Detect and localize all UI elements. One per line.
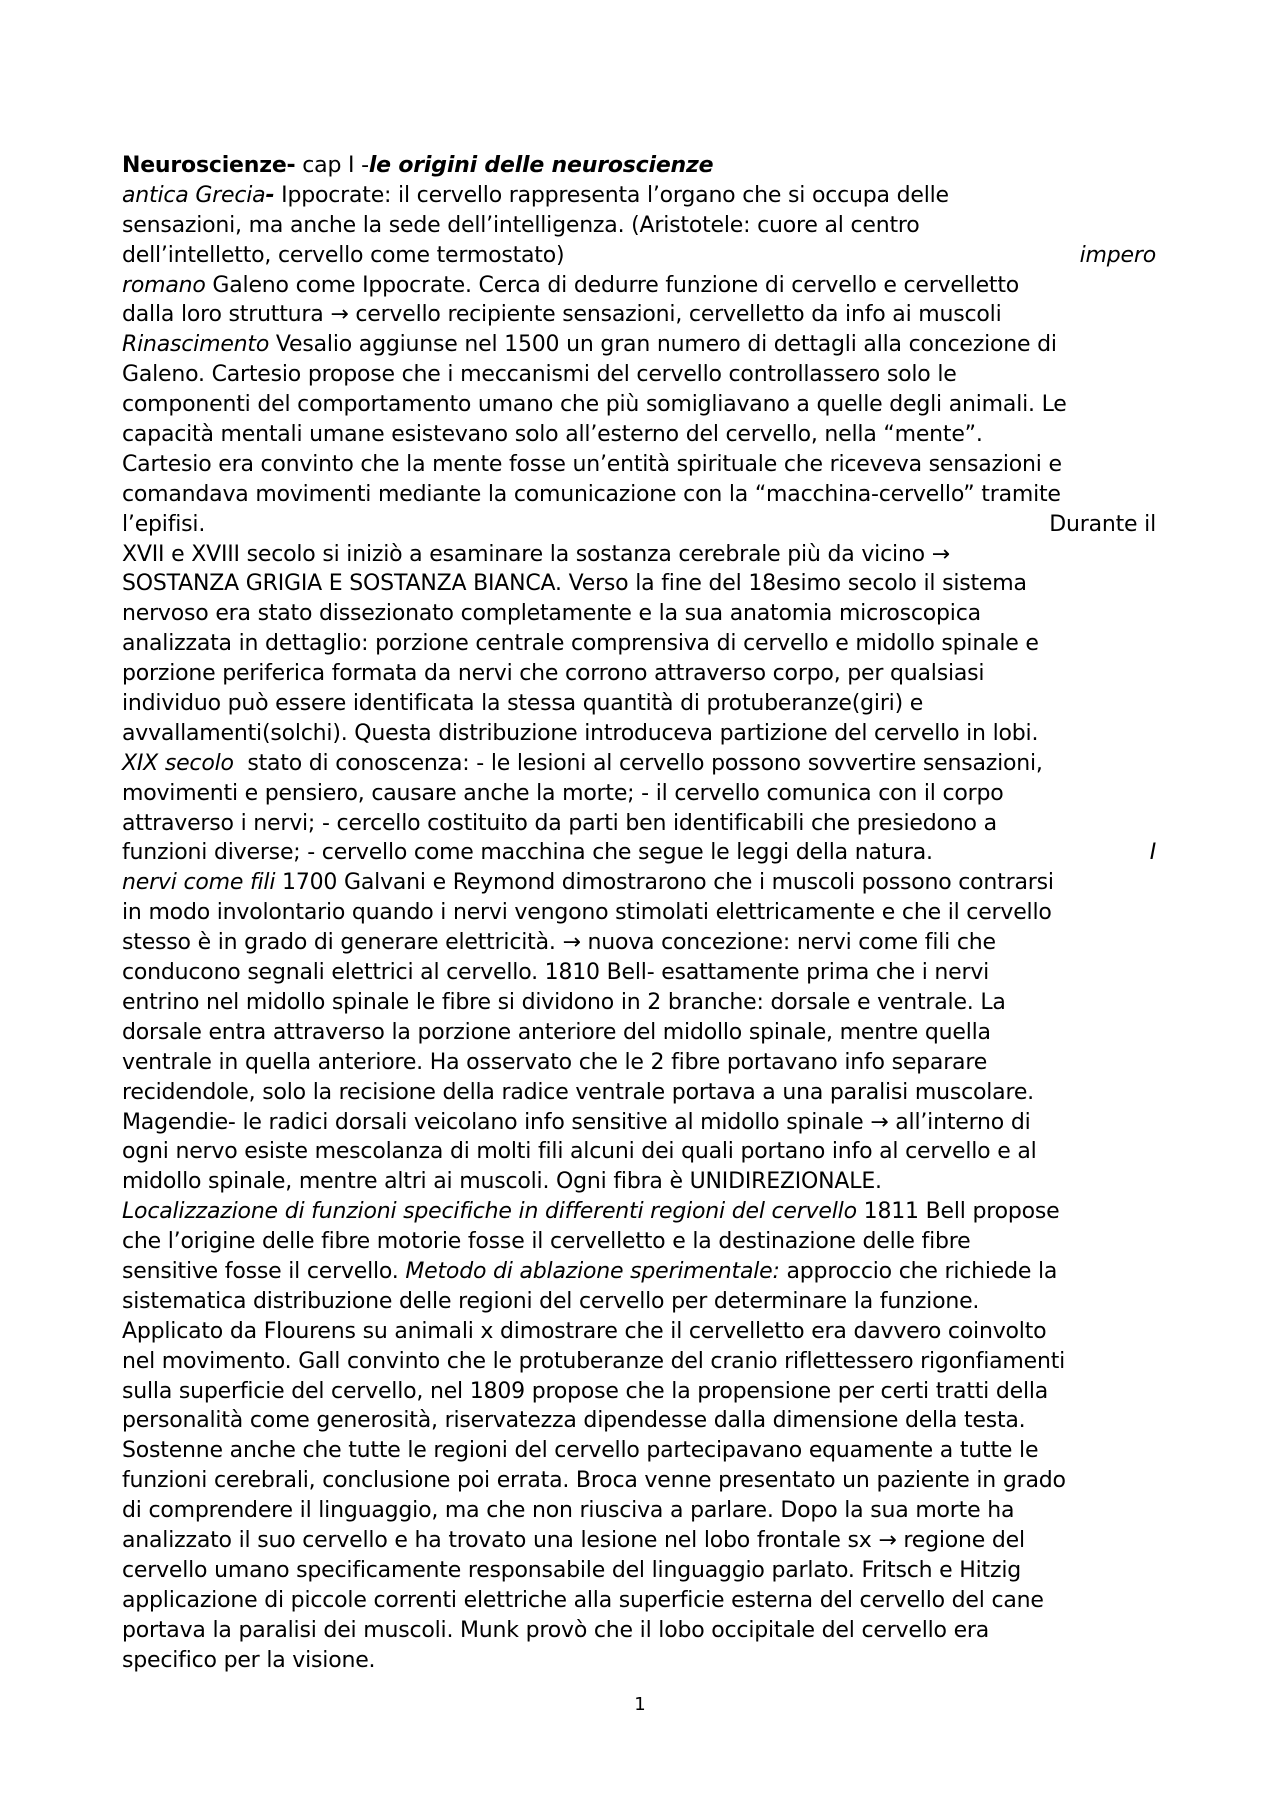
text-line — [122, 510, 1156, 540]
text-line — [122, 181, 1156, 211]
text-line: conducono segnali elettrici al cervello. 1810 Bell- esattamente prima che i nervi — [122, 960, 990, 986]
section-heading-impero: impero — [1079, 242, 1156, 268]
text-segment: Vesalio aggiunse nel 1500 un gran numero di dettagli alla concezione di — [269, 332, 1057, 358]
section-heading-romano: romano — [122, 272, 206, 298]
text-segment: funzioni diverse; - cervello come macchina che segue le leggi della natura. — [122, 840, 933, 866]
text-line: Applicato da Flourens su animali x dimostrare che il cervelletto era davvero coinvolto — [122, 1318, 1047, 1344]
text-line: analizzato il suo cervello e ha trovato una lesione nel lobo frontale sx → regione del — [122, 1527, 1025, 1553]
text-line: capacità mentali umane esistevano solo all’esterno del cervello, nella “mente”. — [122, 422, 983, 448]
text-line: sensazioni, ma anche la sede dell’intelligenza. (Aristotele: cuore al centro — [122, 212, 920, 238]
text-line: comandava movimenti mediante la comunicazione con la “macchina-cervello” tramite — [122, 481, 1061, 507]
title-italic-part: le origini delle neuroscienze — [368, 153, 714, 178]
section-heading-localizzazione: Localizzazione di funzioni specifiche in differenti regioni del cervello — [122, 1199, 857, 1225]
text-line — [122, 241, 1156, 271]
text-segment: Durante il — [1049, 511, 1156, 537]
text-segment: - — [265, 182, 275, 208]
text-line: Galeno. Cartesio propose che i meccanismi del cervello controllassero solo le — [122, 362, 957, 388]
text-line: in modo involontario quando i nervi vengono stimolati elettricamente e che il cervello — [122, 900, 1052, 926]
text-line: che l’origine delle fibre motorie fosse il cervelletto e la destinazione delle fibre — [122, 1229, 971, 1255]
text-segment: approccio che richiede la — [779, 1258, 1058, 1284]
title-plain-part: cap I - — [295, 153, 369, 178]
text-line: funzioni cerebrali, conclusione poi errata. Broca venne presentato un paziente in grado — [122, 1468, 1066, 1494]
text-line: recidendole, solo la recisione della radice ventrale portava a una paralisi muscolare. — [122, 1079, 1034, 1105]
section-heading-rinascimento: Rinascimento — [122, 332, 270, 358]
text-line — [122, 1257, 1156, 1287]
text-line: avvallamenti(solchi). Questa distribuzione introduceva partizione del cervello in lobi. — [122, 720, 1039, 746]
text-segment: Galeno come Ippocrate. Cerca di dedurre funzione di cervello e cervelletto — [205, 272, 1020, 298]
text-line: individuo può essere identificata la stessa quantità di protuberanze(giri) e — [122, 691, 924, 717]
text-line: SOSTANZA GRIGIA E SOSTANZA BIANCA. Verso la fine del 18esimo secolo il sistema — [122, 571, 1027, 597]
text-line: cervello umano specificamente responsabile del linguaggio parlato. Fritsch e Hitzig — [122, 1557, 1022, 1583]
text-line: specifico per la visione. — [122, 1647, 376, 1673]
text-line: portava la paralisi dei muscoli. Munk provò che il lobo occipitale del cervello era — [122, 1617, 990, 1643]
text-line: sulla superficie del cervello, nel 1809 propose che la propensione per certi tratti della — [122, 1378, 1049, 1404]
text-line: dalla loro struttura → cervello recipiente sensazioni, cervelletto da info ai muscoli — [122, 302, 1002, 328]
text-line: attraverso i nervi; - cercello costituito da parti ben identificabili che presiedono a — [122, 810, 997, 836]
text-line — [122, 838, 1156, 868]
text-segment: dell’intelletto, cervello come termostato) — [122, 242, 565, 268]
text-line: Cartesio era convinto che la mente fosse un’entità spirituale che riceveva sensazioni e — [122, 451, 1062, 477]
text-line — [122, 1197, 1156, 1227]
text-segment: stato di conoscenza: - le lesioni al cervello possono sovvertire sensazioni, — [233, 750, 1043, 776]
document-title — [122, 151, 1156, 181]
document-body — [122, 151, 1156, 1675]
section-heading-antica-grecia: antica Grecia — [122, 182, 266, 208]
text-line: XVII e XVIII secolo si iniziò a esaminare la sostanza cerebrale più da vicino → — [122, 541, 950, 567]
text-line: di comprendere il linguaggio, ma che non riusciva a parlare. Dopo la sua morte ha — [122, 1498, 1015, 1524]
text-line: Sostenne anche che tutte le regioni del cervello partecipavano equamente a tutte le — [122, 1438, 1039, 1464]
text-line: entrino nel midollo spinale le fibre si dividono in 2 branche: dorsale e ventrale. La — [122, 989, 1006, 1015]
text-line: Magendie- le radici dorsali veicolano info sensitive al midollo spinale → all’interno di — [122, 1109, 1031, 1135]
text-line: analizzata in dettaglio: porzione centrale comprensiva di cervello e midollo spinale e — [122, 631, 1039, 657]
text-line: midollo spinale, mentre altri ai muscoli. Ogni fibra è UNIDIREZIONALE. — [122, 1169, 882, 1195]
text-line — [122, 330, 1156, 360]
page-number: 1 — [634, 1694, 646, 1715]
text-line: nel movimento. Gall convinto che le protuberanze del cranio riflettessero rigonfiamenti — [122, 1348, 1066, 1374]
section-heading-xix-secolo: XIX secolo — [122, 750, 234, 776]
text-segment: sensitive fosse il cervello. — [122, 1258, 406, 1284]
text-line: movimenti e pensiero, causare anche la morte; - il cervello comunica con il corpo — [122, 780, 1004, 806]
text-line: porzione periferica formata da nervi che corrono attraverso corpo, per qualsiasi — [122, 661, 985, 687]
section-heading-nervi-come-fili: nervi come fili — [122, 870, 276, 896]
text-line: ventrale in quella anteriore. Ha osservato che le 2 fibre portavano info separare — [122, 1049, 988, 1075]
text-line: ogni nervo esiste mescolanza di molti fili alcuni dei quali portano info al cervello e al — [122, 1139, 1037, 1165]
text-line: personalità come generosità, riservatezza dipendesse dalla dimensione della testa. — [122, 1408, 1026, 1434]
section-heading-i: I — [1149, 840, 1156, 866]
text-line: stesso è in grado di generare elettricità. → nuova concezione: nervi come fili che — [122, 930, 996, 956]
text-segment: l’epifisi. — [122, 511, 206, 537]
text-line: dorsale entra attraverso la porzione anteriore del midollo spinale, mentre quella — [122, 1019, 991, 1045]
text-segment: Ippocrate: il cervello rappresenta l’organo che si occupa delle — [274, 182, 949, 208]
title-bold-part: Neuroscienze- — [122, 153, 296, 178]
text-segment: 1811 Bell propose — [856, 1199, 1060, 1225]
text-line — [122, 868, 1156, 898]
section-heading-metodo-ablazione: Metodo di ablazione sperimentale: — [405, 1258, 780, 1284]
text-line — [122, 271, 1156, 301]
text-line: componenti del comportamento umano che più somigliavano a quelle degli animali. Le — [122, 392, 1067, 418]
text-line: nervoso era stato dissezionato completamente e la sua anatomia microscopica — [122, 601, 981, 627]
text-line — [122, 749, 1156, 779]
text-line: applicazione di piccole correnti elettriche alla superficie esterna del cervello del cane — [122, 1587, 1044, 1613]
text-line: sistematica distribuzione delle regioni del cervello per determinare la funzione. — [122, 1288, 980, 1314]
text-segment: 1700 Galvani e Reymond dimostrarono che i muscoli possono contrarsi — [275, 870, 1054, 896]
